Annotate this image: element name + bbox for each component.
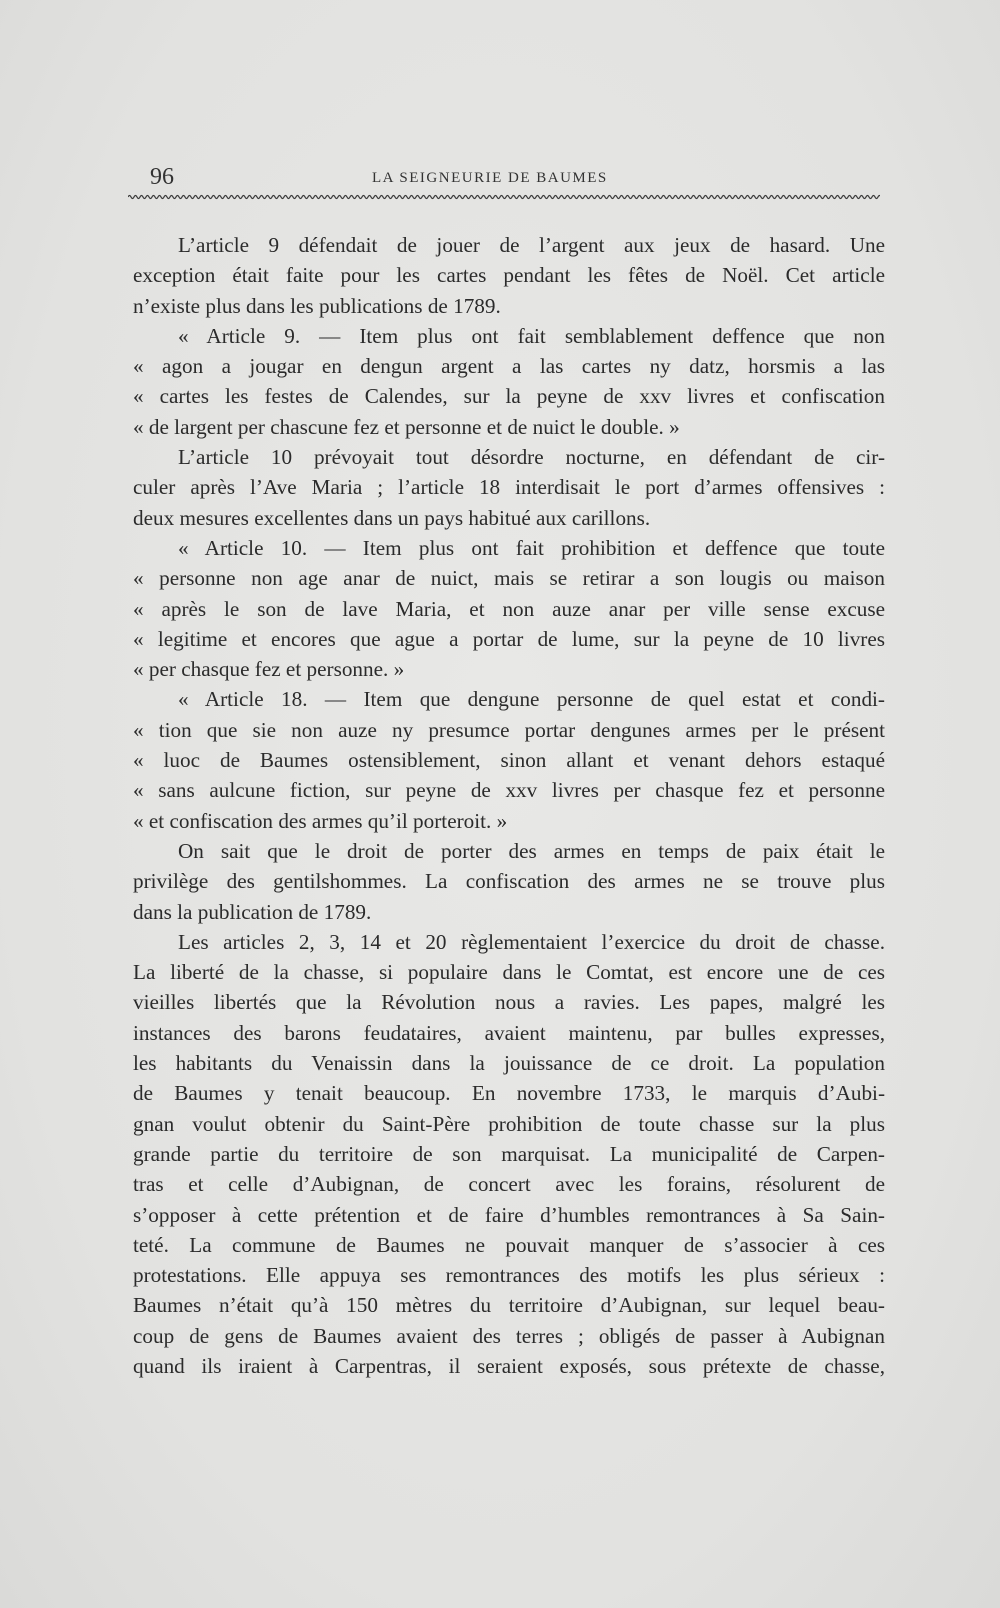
text-line: « Article 9. — Item plus ont fait semblablement deffence que non [178,323,885,348]
text-line: les habitants du Venaissin dans la jouissance de ce droit. La population [133,1051,885,1076]
header-wavy-rule [128,193,880,201]
text-line: instances des barons feudataires, avaient maintenu, par bulles expresses, [133,1020,885,1045]
body-text [133,230,885,1381]
text-line: « tion que sie non auze ny presumce portar dengunes armes per le présent [133,717,885,742]
text-line: La liberté de la chasse, si populaire dans le Comtat, est encore une de ces [133,960,885,985]
text-line: « et confiscation des armes qu’il porteroit. » [133,808,508,833]
text-line: vieilles libertés que la Révolution nous a ravies. Les papes, malgré les [133,990,885,1015]
text-line: Les articles 2, 3, 14 et 20 règlementaient l’exercice du droit de chasse. [178,929,885,954]
text-line: s’opposer à cette prétention et de faire d’humbles remontrances à Sa Sain- [133,1202,885,1227]
text-line: exception était faite pour les cartes pendant les fêtes de Noël. Cet article [133,263,885,288]
text-line: quand ils iraient à Carpentras, il seraient exposés, sous prétexte de chasse, [133,1353,885,1378]
text-line: « legitime et encores que ague a portar de lume, sur la peyne de 10 livres [133,626,885,651]
text-line: teté. La commune de Baumes ne pouvait manquer de s’associer à ces [133,1232,885,1257]
text-line: n’existe plus dans les publications de 1789. [133,293,501,318]
text-line: « agon a jougar en dengun argent a las cartes ny datz, horsmis a las [133,354,885,379]
text-line: gnan voulut obtenir du Saint-Père prohibition de toute chasse sur la plus [133,1111,885,1136]
text-line: Baumes n’était qu’à 150 mètres du territoire d’Aubignan, sur lequel beau- [133,1293,885,1318]
text-line: « Article 10. — Item plus ont fait prohibition et deffence que toute [178,535,885,560]
text-line: coup de gens de Baumes avaient des terres ; obligés de passer à Aubignan [133,1323,885,1348]
text-line: dans la publication de 1789. [133,899,372,924]
text-line: grande partie du territoire de son marquisat. La municipalité de Carpen- [133,1141,885,1166]
text-line: tras et celle d’Aubignan, de concert avec les forains, résolurent de [133,1172,885,1197]
text-line: protestations. Elle appuya ses remontrances des motifs les plus sérieux : [133,1263,885,1288]
text-line: « Article 18. — Item que dengune personne de quel estat et condi- [178,687,885,712]
text-line: « personne non age anar de nuict, mais se retirar a son lougis ou maison [133,566,885,591]
text-line: deux mesures excellentes dans un pays habitué aux carillons. [133,505,651,530]
text-line: privilège des gentilshommes. La confiscation des armes ne se trouve plus [133,869,885,894]
text-line: « après le son de lave Maria, et non auze anar per ville sense excuse [133,596,885,621]
text-line: de Baumes y tenait beaucoup. En novembre 1733, le marquis d’Aubi- [133,1081,885,1106]
running-title: LA SEIGNEURIE DE BAUMES [372,170,608,186]
text-line: « de largent per chascune fez et personne et de nuict le double. » [133,414,680,439]
text-line: « sans aulcune fiction, sur peyne de xxv livres per chasque fez et personne [133,778,885,803]
page-number: 96 [150,164,174,190]
text-line: L’article 10 prévoyait tout désordre nocturne, en défendant de cir- [178,445,885,470]
text-line: « cartes les festes de Calendes, sur la peyne de xxv livres et confiscation [133,384,885,409]
text-line: L’article 9 défendait de jouer de l’argent aux jeux de hasard. Une [178,233,885,257]
text-line: On sait que le droit de porter des armes en temps de paix était le [178,838,885,863]
text-line: « luoc de Baumes ostensiblement, sinon allant et venant dehors estaqué [133,748,885,773]
text-line: « per chasque fez et personne. » [133,657,405,682]
text-line: culer après l’Ave Maria ; l’article 18 interdisait le port d’armes offensives : [133,475,885,500]
